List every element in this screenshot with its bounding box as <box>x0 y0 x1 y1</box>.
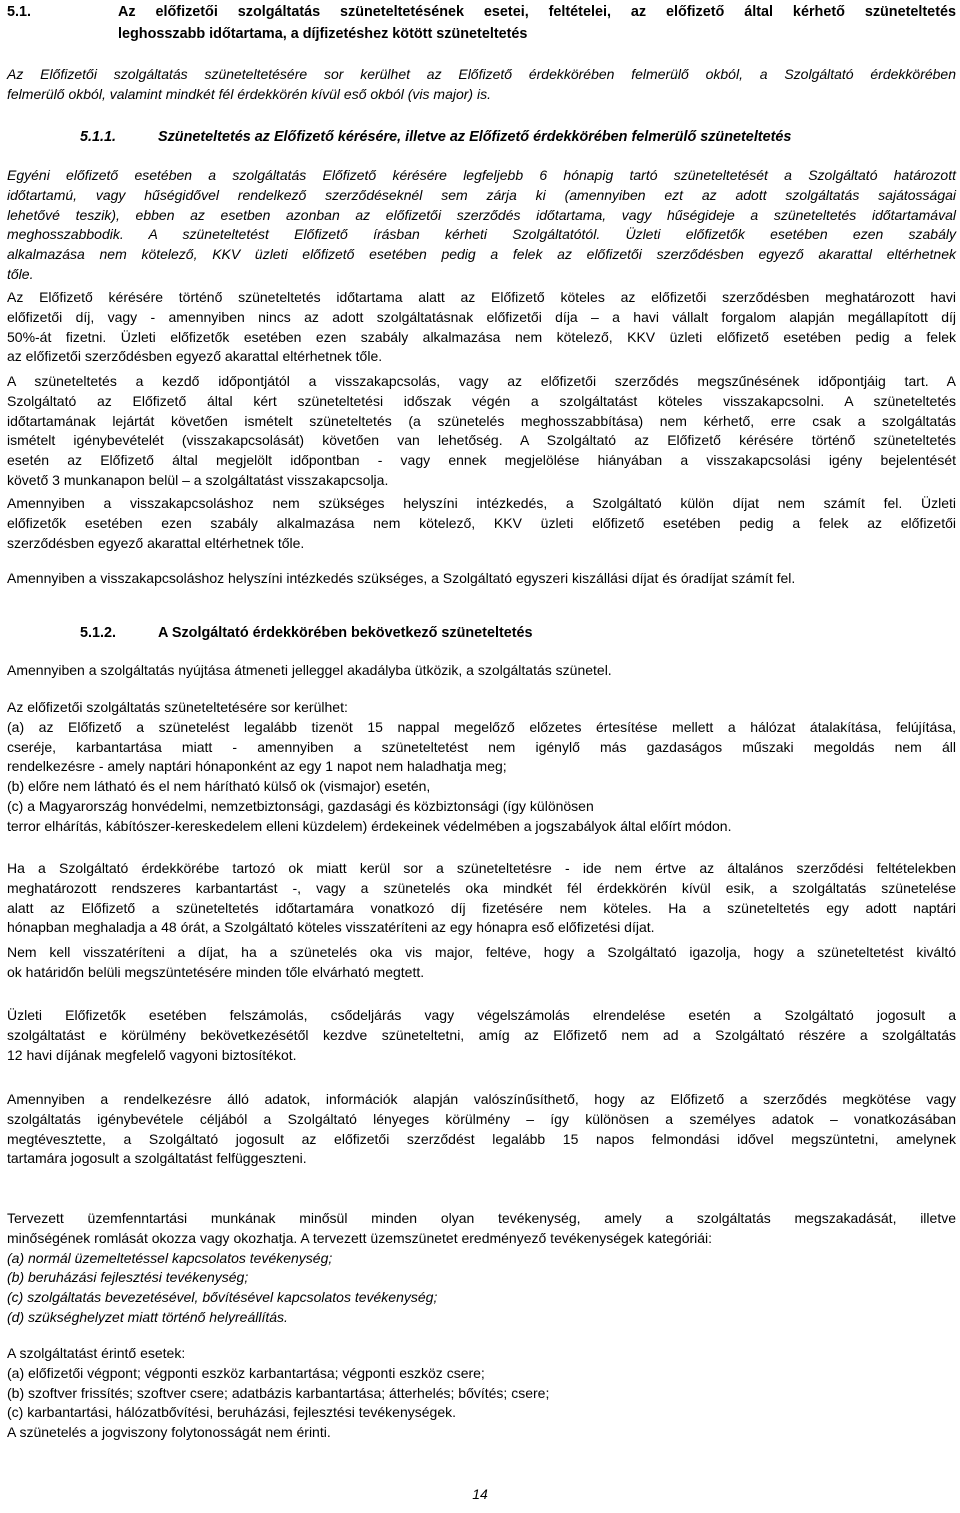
paragraph <box>7 661 956 681</box>
paragraph <box>7 698 956 837</box>
paragraph <box>7 1209 956 1328</box>
text-line: rendelkezésre - amely naptári hónaponként az egy 1 napot nem haladhatja meg; <box>7 758 507 775</box>
text-line: előfizetők esetében ezen szabály alkalmazása nem kötelező, KKV üzleti előfizető esetében pedig a felek az előfizetői <box>7 514 956 531</box>
text-line: szerződésben egyező akarattal eltérhetnek tőle. <box>7 534 305 551</box>
intro-paragraph <box>7 65 956 105</box>
subsection-title: Szüneteltetés az Előfizető kérésére, illetve az Előfizető érdekkörében felmerülő szüneteltetés <box>158 129 792 145</box>
text-line: alkalmazása nem kötelező, KKV üzleti előfizető esetében pedig a felek az előfizetői szerződésben egyező akarattal eltérhetnek <box>7 246 956 263</box>
text-line: Amennyiben a visszakapcsoláshoz nem szükséges helyszíni intézkedés, a Szolgáltató külön díjat nem számít fel. Üzleti <box>7 495 956 511</box>
text-line: Az előfizetői szolgáltatás szüneteltetésére sor kerülhet: <box>7 699 348 715</box>
text-line: terror elhárítás, kábítószer-kereskedelem elleni küzdelem) érdekeinek védelmében a jogszabályok által előírt módon. <box>7 817 732 834</box>
text-line: A szüneteltetés a kezdő időpontjától a visszakapcsolás, vagy az előfizetői szerződés megszűnésének időpontjáig tart. A <box>7 373 956 389</box>
text-line: felmerülő okból, valamint mindkét fél érdekkörén kívül eső okból (vis major) is. <box>7 85 491 102</box>
text-line: időtartamának lejártát követően ismételt szüneteltetés (a szünetelés meghosszabbítása) nem kérhető, erre csak a szolgáltatás <box>7 412 956 429</box>
paragraph <box>7 372 956 491</box>
text-line: alatt az Előfizető a szüneteltetés időtartamára vonatkozó díj fizetésére nem köteles. Ha a szüneteltetés egy adott naptári <box>7 899 956 916</box>
text-line: Ha a Szolgáltató érdekkörébe tartozó ok miatt kerül sor a szüneteltetésre - ide nem értve az általános szerződési feltételekben <box>7 860 956 876</box>
text-line: az előfizetői szerződésben egyező akarattal eltérhetnek tőle. <box>7 348 383 365</box>
text-line: ismételt igénybevételét (visszakapcsolását) követően van lehetőség. A Szolgáltató az Előfizető kérésére történő szüneteltetés <box>7 432 956 449</box>
text-line: (b) beruházási fejlesztési tevékenység; <box>7 1269 249 1286</box>
text-line: A szünetelés a jogviszony folytonosságát nem érinti. <box>7 1424 331 1441</box>
paragraph <box>7 569 956 589</box>
paragraph <box>7 1006 956 1065</box>
text-line: követő 3 munkanapon belül – a szolgáltatást visszakapcsolja. <box>7 471 389 488</box>
text-line: (a) normál üzemeltetéssel kapcsolatos tevékenység; <box>7 1249 333 1266</box>
text-line: 50%-át fizetni. Üzleti előfizetők esetében ezen szabály alkalmazása nem kötelező, KKV üzleti előfizető esetében pedig a felek <box>7 328 956 345</box>
text-line: megtévesztette, a Szolgáltató jogosult az előfizetői szerződést legalább 15 napos felmondási idővel megszüntetni, amelynek <box>7 1130 956 1147</box>
text-line: (b) előre nem látható és el nem hárítható külső ok (vismajor) esetén, <box>7 778 431 795</box>
text-line: szolgáltatást e körülmény bekövetkezésétől kezdve szüneteltetni, amíg az Előfizető nem ad a Szolgáltató részére a szolgáltatás <box>7 1026 956 1043</box>
text-line: szolgáltatás igénybevétele céljából a Szolgáltató lényeges körülmény – így különösen a személyes adatok – vonatkozásában <box>7 1110 956 1127</box>
paragraph <box>7 859 956 938</box>
text-line: időtartamú, vagy hűségidővel rendelkező szerződéseknél sem zárja ki (amennyiben ezt az adott szolgáltatás sajátosságai <box>7 186 956 203</box>
section-title <box>118 3 956 45</box>
text-line: Az Előfizetői szolgáltatás szüneteltetésére sor kerülhet az Előfizető érdekkörében felmerülő okból, a Szolgáltató érdekkörében <box>7 66 956 82</box>
text-line: esetén az Előfizető által megjelölt időpontban - vagy ennek megjelölése hiányában a visszakapcsolási igény bejelentését <box>7 452 956 469</box>
text-line: Üzleti Előfizetők esetében felszámolás, csődeljárás vagy végelszámolás elrendelése esetén a Szolgáltató jogosult a <box>7 1007 956 1023</box>
text-line: Egyéni előfizető esetében a szolgáltatás Előfizető kérésére legfeljebb 6 hónapig tartó szüneteltetését a Szolgáltató határozott <box>7 167 956 183</box>
text-line: hónapban meghaladja a 48 órát, a Szolgáltató köteles visszatéríteni az egy hónapra eső előfizetési díjat. <box>7 919 655 936</box>
text-line: (b) szoftver frissítés; szoftver csere; adatbázis karbantartása; átterhelés; bővítés; csere; <box>7 1384 550 1401</box>
paragraph <box>7 1090 956 1169</box>
section-number: 5.1. <box>7 4 32 20</box>
text-line: (a) előfizetői végpont; végponti eszköz karbantartása; végponti eszköz csere; <box>7 1364 485 1381</box>
subsection-title: A Szolgáltató érdekkörében bekövetkező szüneteltetés <box>158 625 533 641</box>
subsection-number: 5.1.1. <box>80 129 117 145</box>
text-line: (c) szolgáltatás bevezetésével, bővítésével kapcsolatos tevékenység; <box>7 1289 438 1306</box>
text-line: tőle. <box>7 265 34 282</box>
text-line: Amennyiben a szolgáltatás nyújtása átmeneti jelleggel akadályba ütközik, a szolgáltatás szünetel. <box>7 662 612 678</box>
paragraph <box>7 166 956 285</box>
section-title-line: Az előfizetői szolgáltatás szüneteltetésének esetei, feltételei, az előfizető által kérhető szüneteltetés <box>118 4 956 20</box>
text-line: tartamára jogosult a szolgáltatást felfüggeszteni. <box>7 1150 307 1167</box>
paragraph <box>7 1344 956 1443</box>
section-title-line: leghosszabb időtartama, a díjfizetéshez kötött szüneteltetés <box>118 25 528 42</box>
paragraph <box>7 943 956 983</box>
text-line: (c) karbantartási, hálózatbővítési, beruházási, fejlesztési tevékenységek. <box>7 1404 457 1421</box>
text-line: meghosszabbodik. A szüneteltetést Előfizető írásban kérheti Szolgáltatótól. Üzleti előfizetők esetében ezen szabály <box>7 226 956 243</box>
text-line: (c) a Magyarország honvédelmi, nemzetbiztonsági, gazdasági és közbiztonsági (így különösen <box>7 797 594 814</box>
paragraph <box>7 288 956 367</box>
text-line: Az Előfizető kérésére történő szüneteltetés időtartama alatt az Előfizető köteles az előfizetői szerződésben meghatározott havi <box>7 289 956 305</box>
text-line: Tervezett üzemfenntartási munkának minősül minden olyan tevékenység, amely a szolgáltatás megszakadását, illetve <box>7 1210 956 1226</box>
text-line: (a) az Előfizető a szünetelést legalább tizenöt 15 nappal megelőző előzetes értesítése mellett a hálózat átalakítása, felújítása, <box>7 718 956 735</box>
paragraph <box>7 494 956 553</box>
page-number: 14 <box>472 1486 488 1502</box>
text-line: ok határidőn belüli megszüntetésére minden tőle elvárható megtett. <box>7 963 425 980</box>
text-line: 12 havi díjának megfelelő vagyoni biztosítékot. <box>7 1046 297 1063</box>
text-line: előfizetői díj, vagy - amennyiben nincs az adott szolgáltatásnak előfizetői díja – a havi vállalt forgalom alapján megállapított díj <box>7 308 956 325</box>
text-line: Amennyiben a rendelkezésre álló adatok, információk alapján valószínűsíthető, hogy az Előfizető a szerződés megkötése vagy <box>7 1091 956 1107</box>
text-line: lehetővé teszik), ebben az esetben azonban az előfizetői szerződés időtartama, vagy hűségideje a szüneteltetés időtartamával <box>7 206 956 223</box>
text-line: Nem kell visszatéríteni a díjat, ha a szünetelés oka vis major, feltéve, hogy a Szolgáltató igazolja, hogy a szüneteltetést kiváltó <box>7 944 956 960</box>
subsection-number: 5.1.2. <box>80 625 117 641</box>
text-line: cseréje, karbantartása miatt - amennyiben a szüneteltetést nem igénylő más gazdaságos műszaki megoldás nem áll <box>7 738 956 755</box>
text-line: Szolgáltató az Előfizető által kért szüneteltetési időszak végén a szolgáltatást köteles visszakapcsolni. A szüneteltetés <box>7 392 956 409</box>
text-line: Amennyiben a visszakapcsoláshoz helyszíni intézkedés szükséges, a Szolgáltató egyszeri kiszállási díjat és óradíjat számít fel. <box>7 570 796 586</box>
text-line: meghatározott rendszeres karbantartást -, vagy a szünetelés oka mindkét fél érdekkörén kívül esik, a szolgáltatás szünetelése <box>7 879 956 896</box>
text-line: A szolgáltatást érintő esetek: <box>7 1345 186 1361</box>
text-line: (d) szükséghelyzet miatt történő helyreállítás. <box>7 1308 288 1325</box>
text-line: minőségének romlását okozza vagy okozhatja. A tervezett üzemszünetet eredményező tevékenységek kategóriái: <box>7 1229 713 1246</box>
